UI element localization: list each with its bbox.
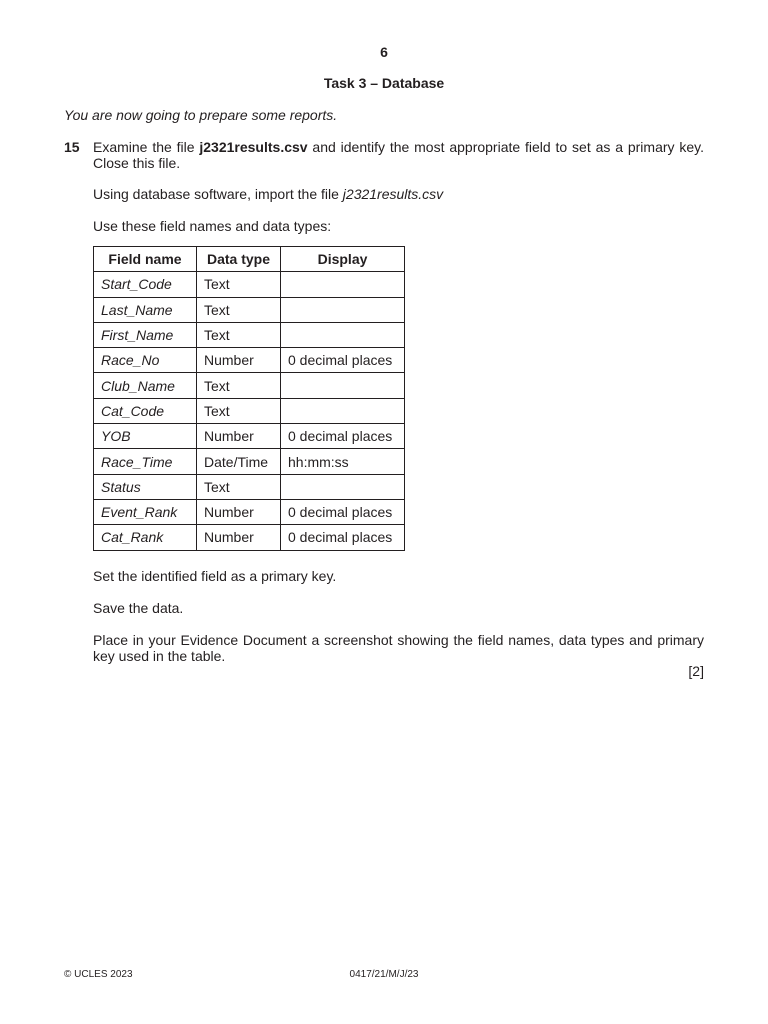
- table-header-row: [94, 247, 405, 272]
- page-number: 6: [380, 44, 388, 60]
- footer-copyright: © UCLES 2023: [64, 969, 133, 980]
- instruction-import-text: Using database software, import the file: [93, 186, 343, 202]
- file-name-italic: j2321results.csv: [342, 186, 444, 202]
- cell-field-name: Status: [94, 474, 197, 499]
- cell-display: [281, 373, 405, 398]
- instruction-examine: [93, 139, 704, 171]
- cell-field-name: YOB: [94, 424, 197, 449]
- cell-display: [281, 322, 405, 347]
- cell-field-name: First_Name: [94, 322, 197, 347]
- cell-display: 0 decimal places: [281, 348, 405, 373]
- cell-field-name: Cat_Code: [94, 398, 197, 423]
- cell-field-name: Last_Name: [94, 297, 197, 322]
- cell-display: 0 decimal places: [281, 424, 405, 449]
- instruction-evidence: Place in your Evidence Document a screenshot showing the field names, data types and primary key used in the table.: [93, 632, 704, 664]
- cell-display: [281, 398, 405, 423]
- instruction-examine-end: and identify the most appropriate field to set as a primary key. Close this file.: [93, 139, 704, 171]
- cell-data-type: Text: [197, 322, 281, 347]
- cell-field-name: Event_Rank: [94, 499, 197, 524]
- cell-field-name: Race_No: [94, 348, 197, 373]
- task-title: Task 3 – Database: [323, 75, 445, 91]
- file-name-bold: j2321results.csv: [199, 139, 308, 155]
- instruction-primary-key: Set the identified field as a primary key.: [93, 568, 337, 584]
- header-display: Display: [281, 247, 405, 272]
- instruction-fields: Use these field names and data types:: [93, 218, 332, 234]
- cell-data-type: Text: [197, 272, 281, 297]
- cell-data-type: Date/Time: [197, 449, 281, 474]
- intro-text: You are now going to prepare some reports.: [64, 107, 338, 123]
- table-row: [94, 474, 405, 499]
- cell-field-name: Start_Code: [94, 272, 197, 297]
- table-row: [94, 449, 405, 474]
- cell-display: [281, 297, 405, 322]
- cell-display: 0 decimal places: [281, 525, 405, 550]
- cell-field-name: Club_Name: [94, 373, 197, 398]
- table-row: [94, 499, 405, 524]
- table-row: [94, 322, 405, 347]
- cell-field-name: Race_Time: [94, 449, 197, 474]
- table-row: [94, 272, 405, 297]
- cell-field-name: Cat_Rank: [94, 525, 197, 550]
- cell-display: 0 decimal places: [281, 499, 405, 524]
- cell-data-type: Number: [197, 499, 281, 524]
- cell-data-type: Text: [197, 373, 281, 398]
- cell-data-type: Text: [197, 474, 281, 499]
- field-table: [93, 246, 405, 551]
- cell-data-type: Number: [197, 525, 281, 550]
- table-row: [94, 373, 405, 398]
- cell-data-type: Text: [197, 297, 281, 322]
- table-row: [94, 525, 405, 550]
- cell-display: [281, 272, 405, 297]
- instruction-import: [93, 186, 704, 202]
- table-row: [94, 424, 405, 449]
- instruction-save: Save the data.: [93, 600, 184, 616]
- cell-data-type: Text: [197, 398, 281, 423]
- cell-display: [281, 474, 405, 499]
- table-row: [94, 398, 405, 423]
- cell-data-type: Number: [197, 424, 281, 449]
- table-row: [94, 297, 405, 322]
- marks-label: [2]: [688, 663, 704, 679]
- question-number: 15: [64, 139, 80, 155]
- cell-display: hh:mm:ss: [281, 449, 405, 474]
- header-data-type: Data type: [197, 247, 281, 272]
- instruction-examine-start: Examine the file: [93, 139, 200, 155]
- header-field-name: Field name: [94, 247, 197, 272]
- cell-data-type: Number: [197, 348, 281, 373]
- table-row: [94, 348, 405, 373]
- footer-paper-code: 0417/21/M/J/23: [349, 969, 419, 980]
